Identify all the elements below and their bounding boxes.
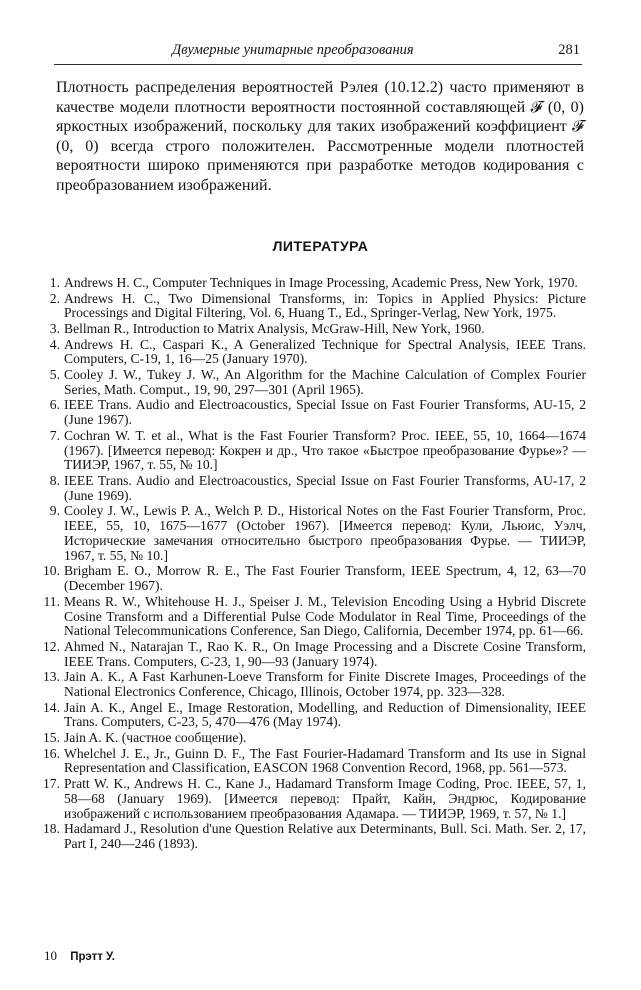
reference-text: IEEE Trans. Audio and Electroacoustics, Special Issue on Fast Fourier Transforms, AU-15, 2 (June 1967). — [64, 397, 586, 428]
reference-number: 1. — [49, 275, 60, 290]
reference-item — [40, 398, 586, 428]
reference-number: 9. — [49, 503, 60, 519]
reference-text: Cooley J. W., Tukey J. W., An Algorithm for the Machine Calculation of Complex Fourier Series, Math. Comput., 19, 90, 297—301 (April 1965). — [64, 366, 586, 397]
reference-item — [40, 595, 586, 639]
reference-item — [40, 292, 586, 322]
reference-text: Whelchel J. E., Jr., Guinn D. F., The Fast Fourier-Hadamard Transform and Its use in Signal Representation and Classification, EASCON 1968 Convention Record, 1968, pp. 561—573. — [64, 745, 586, 776]
reference-number: 12. — [43, 638, 60, 654]
reference-number: 7. — [49, 427, 60, 443]
reference-text: Ahmed N., Natarajan T., Rao K. R., On Image Processing and a Discrete Cosine Transform, IEEE Trans. Computers, C-23, 1, 90—93 (January 1974). — [64, 638, 586, 669]
header-title: Двумерные унитарные преобразования — [172, 42, 414, 58]
reference-text: Hadamard J., Resolution d'une Question Relative aux Determinants, Bull. Sci. Math. Ser. 2, 17, Part I, 240—246 (1893). — [64, 821, 586, 852]
reference-number: 13. — [43, 669, 60, 685]
reference-number: 11. — [43, 593, 60, 609]
reference-text: Pratt W. K., Andrews H. C., Kane J., Hadamard Transform Image Coding, Proc. IEEE, 57, 1, 58—68 (January 1969). [Имеется перевод: Прайт, Кайн, Эндрюс, Кодирование изображений с использованием преобразования Адамара. — ТИИЭР, 1969, т. 57, № 1.] — [64, 776, 586, 821]
signature-mark: Прэтт У. — [70, 951, 115, 963]
reference-text: Jain A. K., Angel E., Image Restoration, Modelling, and Reduction of Dimensionality, IEEE Trans. Computers, C-23, 5, 470—476 (May 1974). — [64, 699, 586, 730]
reference-text: Jain A. K., A Fast Karhunen-Loeve Transform for Finite Discrete Images, Proceedings of the National Electronics Conference, Chicago, Illinois, October 1974, pp. 323—328. — [64, 669, 586, 700]
reference-item — [40, 701, 586, 731]
section-title: ЛИТЕРАТУРА — [272, 238, 369, 254]
reference-item — [40, 474, 586, 504]
reference-number: 2. — [49, 290, 60, 306]
reference-item — [40, 322, 586, 337]
reference-number: 18. — [43, 821, 60, 837]
signature-number: 10 — [44, 948, 57, 963]
reference-item — [40, 564, 586, 594]
reference-item — [40, 822, 586, 852]
reference-text: IEEE Trans. Audio and Electroacoustics, Special Issue on Fast Fourier Transforms, AU-17, 2 (June 1969). — [64, 472, 586, 503]
reference-item — [40, 747, 586, 777]
reference-text: Cochran W. T. et al., What is the Fast Fourier Transform? Proc. IEEE, 55, 10, 1664—1674 (1967). [Имеется перевод: Кокрен и др., Что такое «Быстрое преобразование Фурье»? — ТИИЭР, 1967, т. 55, № 10.] — [64, 427, 586, 473]
reference-text: Andrews H. C., Computer Techniques in Image Processing, Academic Press, New York, 1970. — [64, 275, 578, 290]
reference-number: 16. — [43, 745, 60, 761]
page-number: 281 — [558, 42, 580, 58]
reference-number: 6. — [49, 397, 60, 413]
reference-list — [40, 276, 586, 853]
reference-item — [40, 338, 586, 368]
signature-footer — [44, 948, 115, 964]
reference-text: Means R. W., Whitehouse H. J., Speiser J. M., Television Encoding Using a Hybrid Discrete Cosine Transform and a Differential Pulse Code Modulator in Real Time, Proceedings of the National Telecommunications Conference, San Diego, California, December 1974, pp. 61—66. — [64, 593, 586, 639]
reference-item — [40, 731, 586, 746]
reference-number: 14. — [43, 699, 60, 715]
reference-item — [40, 640, 586, 670]
reference-item — [40, 670, 586, 700]
reference-text: Cooley J. W., Lewis P. A., Welch P. D., Historical Notes on the Fast Fourier Transform, Proc. IEEE, 55, 10, 1675—1677 (October 1967). [Имеется перевод: Кули, Льюис, Уэлч, Исторические замечания относительно быстрого преобразования Фурье. — ТИИЭР, 1967, т. 55, № 10.] — [64, 503, 586, 563]
reference-text: Andrews H. C., Caspari K., A Generalized Technique for Spectral Analysis, IEEE Trans. Computers, C-19, 1, 16—25 (January 1970). — [64, 336, 586, 367]
body-paragraph: Плотность распределения вероятностей Рэлея (10.12.2) часто применяют в качестве модели плотности вероятности постоянной составляющей 𝓕 (0, 0) яркостных изображений, поскольку для таких изображений коэффициент 𝓕 (0, 0) всегда строго положителен. Рассмотренные модели плотностей вероятности широко применяются при разработке методов кодирования с преобразованием изображений. — [56, 79, 584, 194]
reference-number: 5. — [49, 366, 60, 382]
reference-item — [40, 777, 586, 821]
reference-text: Brigham E. O., Morrow R. E., The Fast Fourier Transform, IEEE Spectrum, 4, 12, 63—70 (December 1967). — [64, 563, 586, 594]
reference-number: 3. — [49, 320, 60, 336]
reference-item — [40, 276, 586, 291]
reference-text: Andrews H. C., Two Dimensional Transforms, in: Topics in Applied Physics: Picture Processings and Digital Filtering, Vol. 6, Huang T., Ed., Springer-Verlag, New York, 1975. — [64, 290, 586, 321]
reference-item — [40, 504, 586, 563]
reference-number: 4. — [49, 336, 60, 352]
reference-number: 17. — [43, 776, 60, 792]
reference-number: 8. — [49, 472, 60, 488]
reference-text: Jain A. K. (частное сообщение). — [64, 730, 247, 746]
reference-number: 15. — [43, 730, 60, 746]
reference-number: 10. — [43, 563, 60, 579]
running-header — [54, 38, 582, 65]
reference-item — [40, 368, 586, 398]
reference-text: Bellman R., Introduction to Matrix Analysis, McGraw-Hill, New York, 1960. — [64, 320, 485, 336]
reference-item — [40, 429, 586, 473]
